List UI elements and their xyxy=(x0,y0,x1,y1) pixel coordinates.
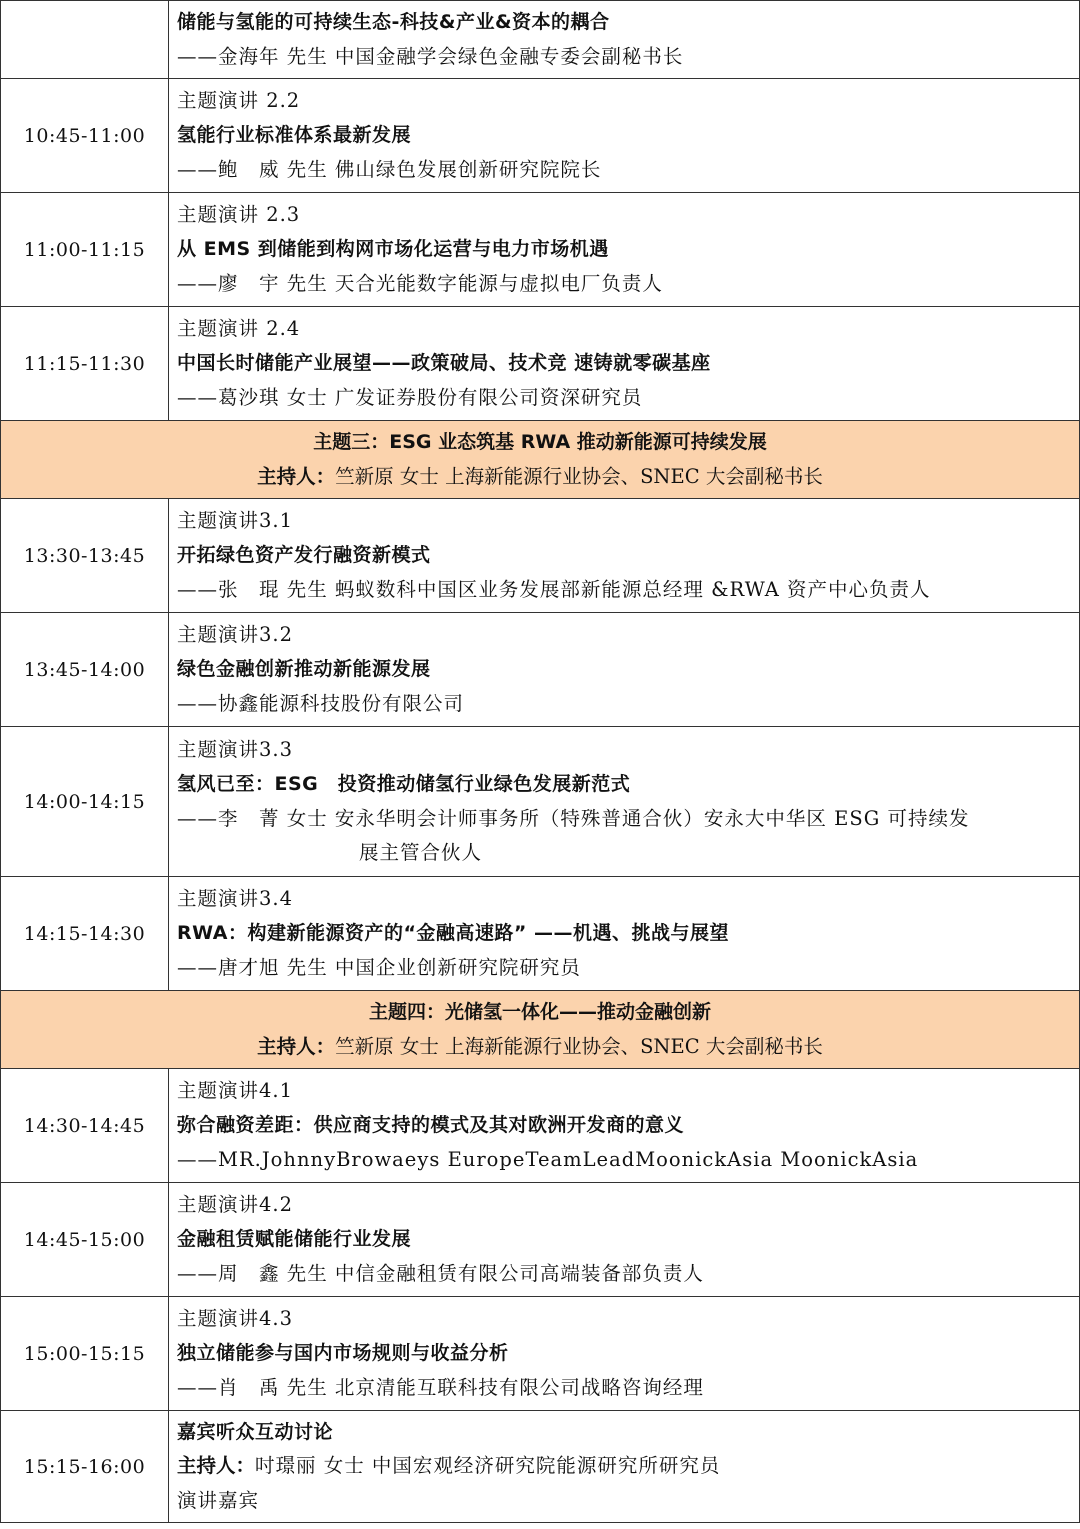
time-cell: 15:15-16:00 xyxy=(1,1411,169,1523)
talk-label: 主题演讲3.1 xyxy=(177,508,294,532)
talk-row xyxy=(1,193,1080,307)
time-cell: 13:45-14:00 xyxy=(1,613,169,727)
content-cell xyxy=(169,727,1080,877)
time-cell: 14:00-14:15 xyxy=(1,727,169,877)
content-cell xyxy=(169,193,1080,307)
theme-row xyxy=(1,991,1080,1069)
theme-title: 主题四：光储氢一体化——推动金融创新 xyxy=(368,1001,711,1023)
talk-row xyxy=(1,877,1080,991)
talk-title: 氢风已至：ESG 投资推动储氢行业绿色发展新范式 xyxy=(177,773,631,795)
host-label: 主持人： xyxy=(177,1454,256,1478)
talk-title: 独立储能参与国内市场规则与收益分析 xyxy=(177,1342,509,1365)
time-cell: 15:00-15:15 xyxy=(1,1297,169,1411)
talk-title: 绿色金融创新推动新能源发展 xyxy=(177,658,431,681)
talk-label: 主题演讲4.1 xyxy=(177,1078,294,1102)
talk-speaker: ——MR.JohnnyBrowaeys EuropeTeamLeadMoonickAsia MoonickAsia xyxy=(177,1147,919,1171)
talk-title: 储能与氢能的可持续生态-科技&产业&资本的耦合 xyxy=(177,11,610,33)
talk-speaker: ——葛沙琪 女士 广发证券股份有限公司资深研究员 xyxy=(177,385,643,409)
time-cell: 10:45-11:00 xyxy=(1,79,169,193)
content-cell xyxy=(169,1183,1080,1297)
talk-title: 从 EMS 到储能到构网市场化运营与电力市场机遇 xyxy=(177,238,609,261)
host-label: 主持人： xyxy=(257,464,336,488)
talk-title: 开拓绿色资产发行融资新模式 xyxy=(177,544,431,567)
content-cell xyxy=(169,1297,1080,1411)
talk-label: 主题演讲3.4 xyxy=(177,886,294,910)
talk-speaker: ——周 鑫 先生 中信金融租赁有限公司高端装备部负责人 xyxy=(177,1261,704,1285)
host-name: 竺新原 女士 上海新能源行业协会、SNEC 大会副秘书长 xyxy=(335,1034,823,1058)
talk-title: 金融租赁赋能储能行业发展 xyxy=(177,1228,412,1251)
content-cell xyxy=(169,499,1080,613)
talk-speaker: ——唐才旭 先生 中国企业创新研究院研究员 xyxy=(177,955,581,979)
talk-speaker: ——张 琨 先生 蚂蚁数科中国区业务发展部新能源总经理 &RWA 资产中心负责人 xyxy=(177,577,931,601)
time-cell: 11:15-11:30 xyxy=(1,307,169,421)
talk-row xyxy=(1,307,1080,421)
theme-cell xyxy=(1,421,1080,499)
talk-speaker: ——廖 宇 先生 天合光能数字能源与虚拟电厂负责人 xyxy=(177,271,663,295)
talk-row xyxy=(1,727,1080,877)
content-cell xyxy=(169,877,1080,991)
content-cell xyxy=(169,1,1080,79)
talk-title: 弥合融资差距：供应商支持的模式及其对欧洲开发商的意义 xyxy=(177,1114,685,1137)
talk-row xyxy=(1,79,1080,193)
talk-speaker: ——肖 禹 先生 北京清能互联科技有限公司战略咨询经理 xyxy=(177,1375,704,1399)
host-name: 竺新原 女士 上海新能源行业协会、SNEC 大会副秘书长 xyxy=(335,464,823,488)
host-name: 吋璟丽 女士 中国宏观经济研究院能源研究所研究员 xyxy=(255,1454,721,1478)
talk-label: 主题演讲3.3 xyxy=(177,737,294,761)
talk-speaker: ——协鑫能源科技股份有限公司 xyxy=(177,691,465,715)
talk-speaker: ——金海年 先生 中国金融学会绿色金融专委会副秘书长 xyxy=(177,44,684,68)
host-label: 主持人： xyxy=(257,1034,336,1058)
talk-speaker: ——鲍 威 先生 佛山绿色发展创新研究院院长 xyxy=(177,157,602,181)
talk-label: 主题演讲 2.4 xyxy=(177,316,301,340)
talk-title: 氢能行业标准体系最新发展 xyxy=(177,124,412,147)
time-cell: 14:30-14:45 xyxy=(1,1069,169,1183)
talk-row xyxy=(1,613,1080,727)
discussion-title: 嘉宾听众互动讨论 xyxy=(177,1420,334,1443)
talk-label: 主题演讲 2.2 xyxy=(177,88,301,112)
discussion-row xyxy=(1,1411,1080,1523)
theme-cell xyxy=(1,991,1080,1069)
talk-speaker-continued: 展主管合伙人 xyxy=(359,841,483,864)
talk-row xyxy=(1,1069,1080,1183)
theme-row xyxy=(1,421,1080,499)
talk-speaker: ——李 菁 女士 安永华明会计师事务所（特殊普通合伙）安永大中华区 ESG 可持续发 xyxy=(177,806,970,830)
time-cell: 14:45-15:00 xyxy=(1,1183,169,1297)
talk-row xyxy=(1,1183,1080,1297)
talk-label: 主题演讲3.2 xyxy=(177,622,294,646)
discussion-footer: 演讲嘉宾 xyxy=(177,1488,260,1512)
talk-row xyxy=(1,1,1080,79)
talk-row xyxy=(1,499,1080,613)
content-cell xyxy=(169,307,1080,421)
theme-host xyxy=(1,1030,1079,1065)
talk-label: 主题演讲4.2 xyxy=(177,1192,294,1216)
time-cell: 11:00-11:15 xyxy=(1,193,169,307)
talk-title: RWA：构建新能源资产的“金融高速路” ——机遇、挑战与展望 xyxy=(177,922,730,945)
time-cell: 13:30-13:45 xyxy=(1,499,169,613)
talk-label: 主题演讲 2.3 xyxy=(177,202,301,226)
talk-label: 主题演讲4.3 xyxy=(177,1306,294,1330)
theme-host xyxy=(1,460,1079,495)
content-cell xyxy=(169,1069,1080,1183)
talk-title: 中国长时储能产业展望——政策破局、技术竞 速铸就零碳基座 xyxy=(177,352,711,375)
content-cell xyxy=(169,79,1080,193)
theme-title: 主题三：ESG 业态筑基 RWA 推动新能源可持续发展 xyxy=(313,431,767,453)
time-cell xyxy=(1,1,169,79)
content-cell xyxy=(169,1411,1080,1523)
talk-row xyxy=(1,1297,1080,1411)
time-cell: 14:15-14:30 xyxy=(1,877,169,991)
discussion-host xyxy=(177,1449,1071,1484)
content-cell xyxy=(169,613,1080,727)
